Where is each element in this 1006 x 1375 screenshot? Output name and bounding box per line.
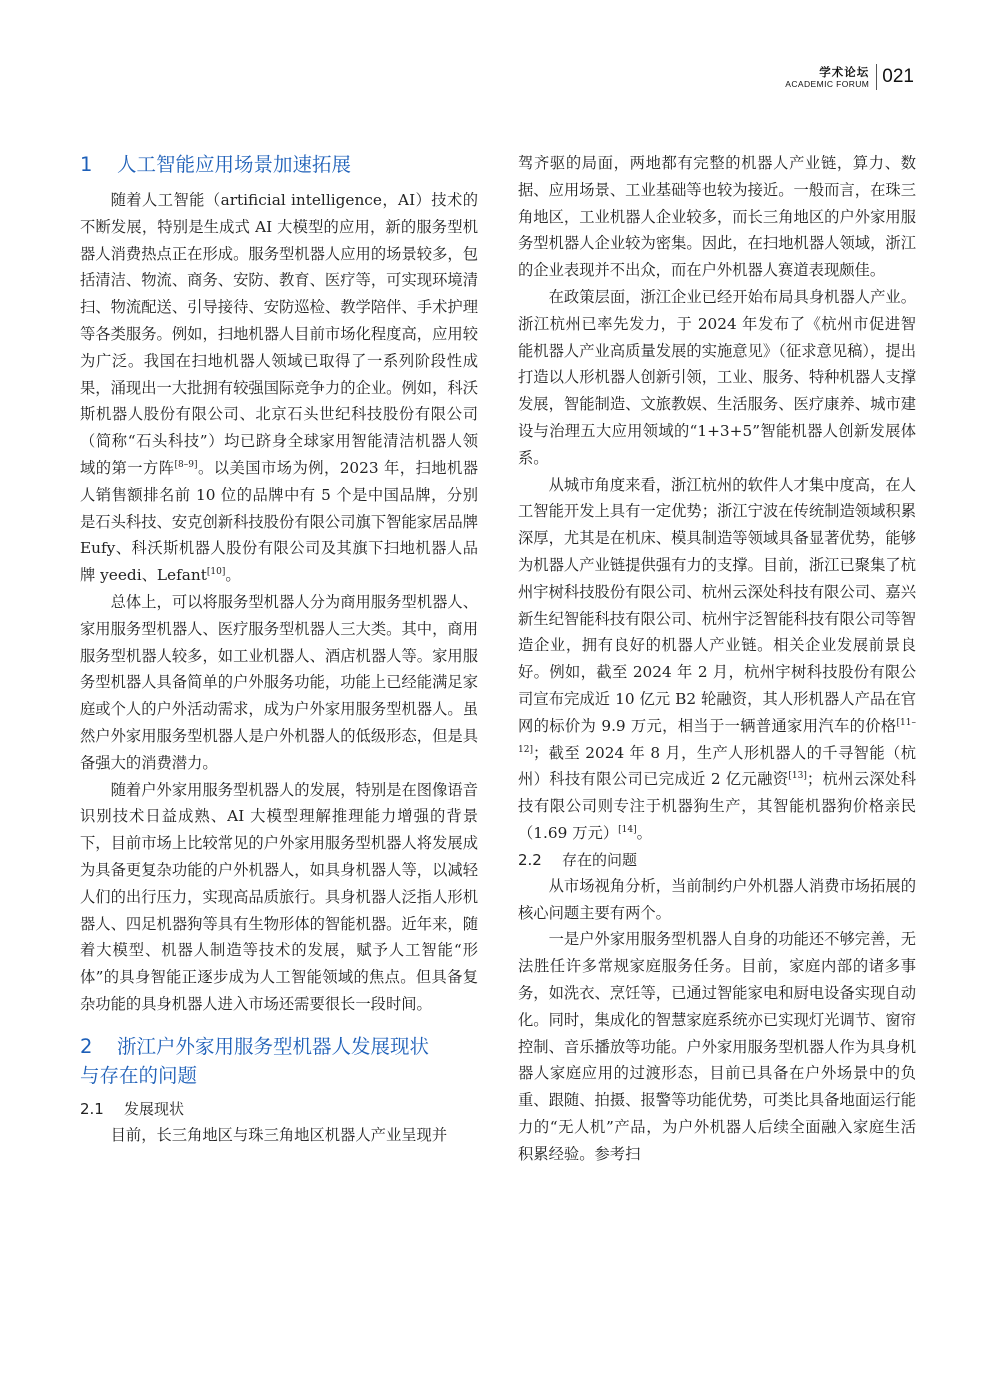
paragraph-7: 从市场视角分析，当前制约户外机器人消费市场拓展的核心问题主要有两个。 <box>518 876 916 922</box>
section-1-heading <box>80 150 478 179</box>
section-2-title-line-2: 与存在的问题 <box>80 1063 198 1087</box>
paragraph-8: 一是户外家用服务型机器人自身的功能还不够完善，无法胜任许多常规家庭服务任务。目前，家庭内部的诸多事务，如洗衣、烹饪等，已通过智能家电和厨电设备实现自动化。同时，集成化的智慧家庭系统亦已实现灯光调节、窗帘控制、音乐播放等功能。户外家用服务型机器人作为具身机器人家庭应用的过渡形态，目前已具备在户外场景中的负重、跟随、拍摄、报警等功能优势，可类比具备地面运行能力的“无人机”产品，为户外机器人后续全面融入家庭生活积累经验。参考扫 <box>518 930 916 1163</box>
paragraph-6-part-a: 从城市角度来看，浙江杭州的软件人才集中度高，在人工智能开发上具有一定优势；浙江宁波在传统制造领域积累深厚，尤其是在机床、模具制造等领域具备显著优势，能够为机器人产业链提供强有力的支撑。目前，浙江已聚集了杭州宇树科技股份有限公司、杭州云深处科技有限公司、嘉兴新生纪智能科技有限公司、杭州宇泛智能科技有限公司等智造企业，拥有良好的机器人产业链。相关企业发展前景良好。例如，截至 2024 年 2 月，杭州宇树科技股份有限公司宣布完成近 10 亿元 B2 轮融资，其人形机器人产品在官网的标价为 9.9 万元，相当于一辆普通家用汽车的价格 <box>518 475 916 735</box>
paragraph-6-part-c: ；杭州云深处科技有限公司则专注于机器狗生产，其智能机器狗价格亲民（1.69 万元） <box>518 770 916 842</box>
paragraph-1-part-b: 。以美国市场为例，2023 年，扫地机器人销售额排名前 10 位的品牌中有 5 个是中国品牌，分别是石头科技、安克创新科技股份有限公司旗下智能家居品牌 Eufy、科沃斯机器人股份有限公司及其旗下扫地机器人品牌 yeedi、Lefant <box>80 458 478 585</box>
section-2-number: 2 <box>80 1034 93 1058</box>
subsection-2-1-number: 2.1 <box>80 1099 104 1118</box>
section-1-title: 人工智能应用场景加速拓展 <box>117 153 352 176</box>
paragraph-4-continued: 驾齐驱的局面，两地都有完整的机器人产业链，算力、数据、应用场景、工业基础等也较为接近。一般而言，在珠三角地区，工业机器人企业较多，而长三角地区的户外家用服务型机器人企业较为密集。因此，在扫地机器人领域，浙江的企业表现并不出众，而在户外机器人赛道表现颇佳。 <box>518 154 916 280</box>
paragraph-2: 总体上，可以将服务型机器人分为商用服务型机器人、家用服务型机器人、医疗服务型机器人三大类。其中，商用服务型机器人较多，如工业机器人、酒店机器人等。家用服务型机器人具备简单的户外服务功能，功能上已经能满足家庭或个人的户外活动需求，成为户外家用服务型机器人。虽然户外家用服务型机器人是户外机器人的低级形态，但是具备强大的消费潜力。 <box>80 592 478 772</box>
subsection-2-2-title: 存在的问题 <box>562 850 638 869</box>
citation-10: [10] <box>206 567 226 578</box>
page-header <box>785 64 914 90</box>
header-divider <box>876 64 877 90</box>
page-number: 021 <box>882 66 914 87</box>
citation-14: [14] <box>618 824 637 835</box>
header-text <box>785 65 869 90</box>
citation-11-12: [11–12] <box>518 717 916 755</box>
section-label-en: ACADEMIC FORUM <box>785 78 870 89</box>
citation-8-9: [8–9] <box>174 459 198 470</box>
paragraph-6-part-b: ；截至 2024 年 8 月，生产人形机器人的千寻智能（杭州）科技有限公司已完成近 2 亿元融资 <box>518 743 916 789</box>
paragraph-1 <box>80 187 478 589</box>
section-1-number: 1 <box>80 153 93 176</box>
paragraph-1-part-c: 。 <box>225 566 241 585</box>
paragraph-6 <box>518 472 916 847</box>
paragraph-6-part-d: 。 <box>636 823 652 842</box>
subsection-2-1-heading <box>80 1096 478 1122</box>
paragraph-3: 随着户外家用服务型机器人的发展，特别是在图像语音识别技术日益成熟、AI 大模型理解推理能力增强的背景下，目前市场上比较常见的户外家用服务型机器人将发展成为具备更复杂功能的户外机器人，如具身机器人等，以减轻人们的出行压力，实现高品质旅行。具身机器人泛指人形机器人、四足机器狗等具有生物形体的智能机器。近年来，随着大模型、机器人制造等技术的发展，赋予人工智能“形体”的具身智能正逐步成为人工智能领域的焦点。但具备复杂功能的具身机器人进入市场还需要很长一段时间。 <box>80 780 478 1013</box>
right-column <box>518 150 916 1167</box>
subsection-2-2-number: 2.2 <box>518 850 542 869</box>
section-2-heading <box>80 1032 478 1090</box>
subsection-2-1-title: 发展现状 <box>124 1099 185 1118</box>
section-label-cn: 学术论坛 <box>819 64 870 79</box>
paragraph-1-part-a: 随着人工智能（artificial intelligence，AI）技术的不断发展，特别是生成式 AI 大模型的应用，新的服务型机器人消费热点正在形成。服务型机器人应用的场景较多，包括清洁、物流、商务、安防、教育、医疗等，可实现环境清扫、物流配送、引导接待、安防巡检、教学陪伴、手术护理等各类服务。例如，扫地机器人目前市场化程度高，应用较为广泛。我国在扫地机器人领域已取得了一系列阶段性成果，涌现出一大批拥有较强国际竞争力的企业。例如，科沃斯机器人股份有限公司、北京石头世纪科技股份有限公司（简称“石头科技”）均已跻身全球家用智能清洁机器人领域的第一方阵 <box>80 191 478 477</box>
citation-13: [13] <box>788 771 807 782</box>
left-column <box>80 150 478 1149</box>
paragraph-4: 目前，长三角地区与珠三角地区机器人产业呈现并 <box>110 1125 448 1144</box>
paragraph-5: 在政策层面，浙江企业已经开始布局具身机器人产业。浙江杭州已率先发力，于 2024 年发布了《杭州市促进智能机器人产业高质量发展的实施意见》（征求意见稿），提出打造以人形机器人创新引领，工业、服务、特种机器人支撑发展，智能制造、文旅教娱、生活服务、医疗康养、城市建设与治理五大应用领域的“1+3+5”智能机器人创新发展体系。 <box>518 287 916 467</box>
subsection-2-2-heading <box>518 847 916 873</box>
section-2-title-line-1: 浙江户外家用服务型机器人发展现状 <box>117 1034 430 1058</box>
